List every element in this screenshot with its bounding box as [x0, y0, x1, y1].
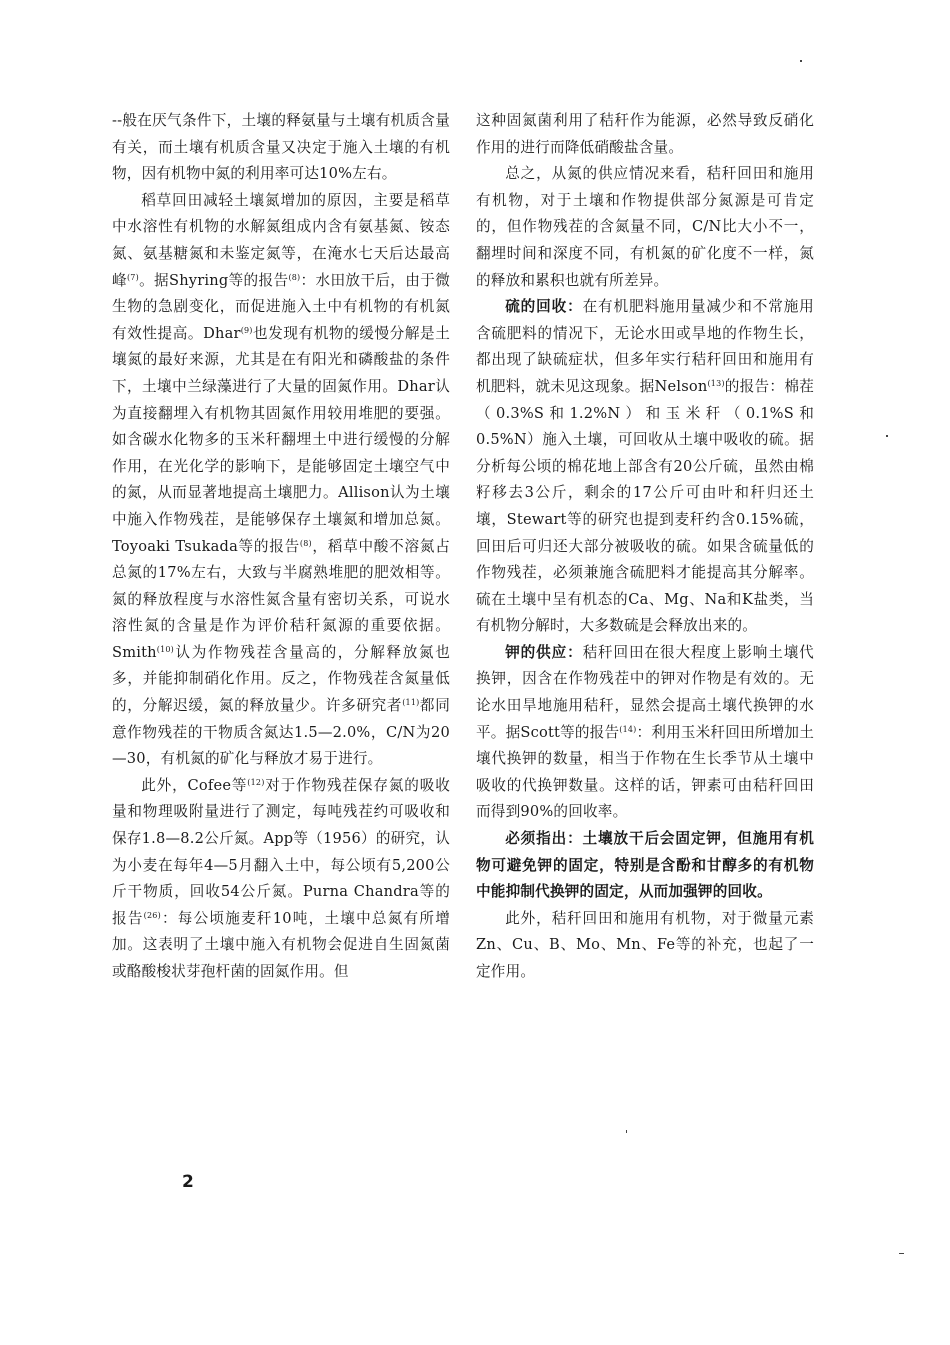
- paragraph-potassium-supply: 钾的供应：秸秆回田在很大程度上影响土壤代换钾，因含在作物残茬中的钾对作物是有效的。无论水田旱地施用秸秆，显然会提高土壤代换钾的水平。据Scott等的报告$^{(14)}$：利用玉米秆回田所增加土壤代换钾的数量，相当于作物在生长季节从土壤中吸收的代换钾数量。这样的话，钾素可由秸秆回田而得到90%的回收率。: [476, 643, 815, 821]
- paragraph-nitrogen-summary: 总之，从氮的供应情况来看，秸秆回田和施用有机物，对于土壤和作物提供部分氮源是可肯定的，但作物残茬的含氮量不同，C/N比大小不一，翻埋时间和深度不同，有机氮的矿化度不一样，氮的释放和累积也就有所差异。: [476, 165, 814, 289]
- paragraph-micronutrients: 此外，秸秆回田和施用有机物，对于微量元素Zn、Cu、B、Mo、Mn、Fe等的补充，也起了一定作用。: [476, 909, 814, 980]
- citation-ref: (9): [240, 325, 253, 335]
- citation-ref: (13): [707, 378, 725, 388]
- section-heading-sulfur: 硫的回收：: [505, 298, 583, 316]
- citation-ref: (26): [143, 910, 161, 920]
- citation-ref: (11): [402, 698, 420, 708]
- paragraph-residue-absorption: 此外，Cofee等$^{(12)}$对于作物残茬保存氮的吸收量和物理吸附量进行了测定，每吨残茬约可吸收和保存1.8—8.2公斤氮。App等（1956）的研究，认为小麦在每年4—5月翻入土中，每公顷有5,200公斤干物质，回收54公斤氮。Purna Chandra等的报告$^{(26)}$：每公顷施麦秆10吨，土壤中总氮有所增加。这表明了土壤中施入有机物会促进自生固氮菌或酪酸梭状芽孢杆菌的固氮作用。但: [112, 776, 451, 980]
- paragraph-sulfur-recovery: 硫的回收：在有机肥料施用量减少和不常施用含硫肥料的情况下，无论水田或旱地的作物生长，都出现了缺硫症状，但多年实行秸秆回田和施用有机肥料，就未见这现象。据Nelson$^{(13)}$的报告：棉茬（0.3%S和1.2%N）和玉米秆（0.1%S和0.5%N）施入土壤，可回收从土壤中吸收的硫。据分析每公顷的棉花地上部含有20公斤硫，虽然由棉籽移去3公斤，剩余的17公斤可由叶和秆归还土壤，Stewart等的研究也提到麦秆约含0.15%硫，回田后可归还大部分被吸收的硫。如果含硫量低的作物残茬，必须兼施含硫肥料才能提高其分解率。硫在土壤中呈有机态的Ca、Mg、Na和K盐类，当有机物分解时，大多数硫是会释放出来的。: [476, 298, 814, 635]
- paragraph-potassium-fixation: 必须指出：土壤放干后会固定钾，但施用有机物可避免钾的固定，特别是含酚和甘醇多的有机物中能抑制代换钾的固定，从而加强钾的回收。: [476, 830, 814, 901]
- left-column: [112, 108, 450, 986]
- scan-speck: [626, 1130, 627, 1133]
- right-column: [476, 108, 814, 986]
- citation-ref: (8): [299, 538, 312, 548]
- citation-ref: (7): [126, 272, 139, 282]
- scan-speck: [800, 60, 802, 62]
- paragraph-denitrification: 这种固氮菌利用了秸秆作为能源，必然导致反硝化作用的进行而降低硝酸盐含量。: [476, 112, 814, 156]
- citation-ref: (12): [247, 777, 265, 787]
- paragraph-nitrogen-release: --般在厌气条件下，土壤的释氨量与土壤有机质含量有关，而土壤有机质含量又决定于施入土壤的有机物，因有机物中氮的利用率可达10%左右。: [112, 112, 450, 183]
- paragraph-straw-nitrogen: 稻草回田减轻土壤氮增加的原因，主要是稻草中水溶性有机物的水解氮组成内含有氨基氮、铵态氮、氨基糖氮和未鉴定氮等，在淹水七天后达最高峰$^{(7)}$。据Shyring等的报告$^{(8)}$：水田放干后，由于微生物的急剧变化，而促进施入土中有机物的有机氮有效性提高。Dhar$^{(9)}$也发现有机物的缓慢分解是土壤氮的最好来源，尤其是在有阳光和磷酸盐的条件下，土壤中兰绿藻进行了大量的固氮作用。Dhar认为直接翻埋入有机物其固氮作用较用堆肥的要强。如含碳水化物多的玉米秆翻埋土中进行缓慢的分解作用，在光化学的影响下，是能够固定土壤空气中的氮，从而显著地提高土壤肥力。Allison认为土壤中施入作物残茬，是能够保存土壤氮和增加总氮。Toyoaki Tsukada等的报告$^{(8)}$，稻草中酸不溶氮占总氮的17%左右，大致与半腐熟堆肥的肥效相等。氮的释放程度与水溶性氮含量有密切关系，可说水溶性氮的含量是作为评价秸秆氮源的重要依据。Smith$^{(10)}$认为作物残茬含量高的，分解释放氮也多，并能抑制硝化作用。反之，作物残茬含氮量低的，分解迟缓，氮的释放量少。许多研究者$^{(11)}$都同意作物残茬的干物质含氮达1.5—2.0%，C/N为20—30，有机氮的矿化与释放才易于进行。: [112, 191, 451, 768]
- citation-ref: (8): [288, 272, 301, 282]
- scan-speck: [886, 435, 888, 437]
- scan-speck: [899, 1253, 904, 1254]
- page-number: 2: [182, 1172, 194, 1192]
- citation-ref: (14): [619, 724, 637, 734]
- section-heading-potassium: 钾的供应：: [505, 643, 583, 661]
- citation-ref: (10): [156, 644, 175, 654]
